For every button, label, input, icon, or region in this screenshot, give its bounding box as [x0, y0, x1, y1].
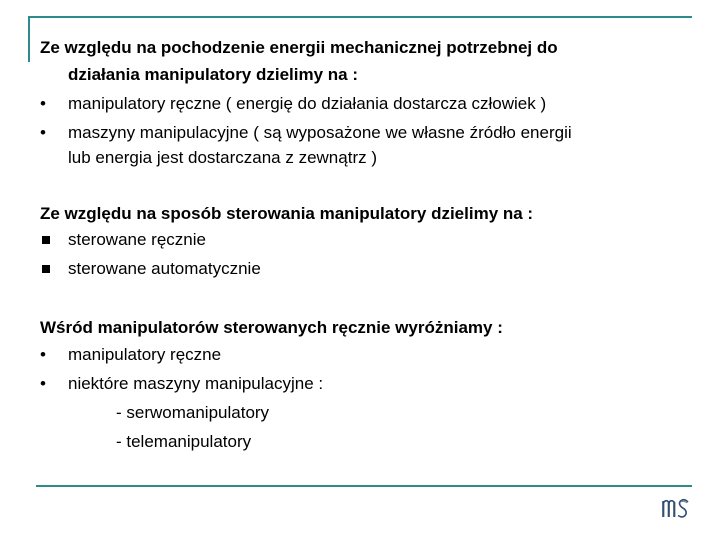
ms-logo-icon — [660, 490, 692, 522]
section3-subitem-2-text: - telemanipulatory — [116, 432, 252, 451]
frame-bottom-line — [36, 485, 692, 487]
section3-item-1-text: manipulatory ręczne — [68, 345, 222, 364]
section2-item-2-text: sterowane automatycznie — [68, 259, 261, 278]
section1-item-1-text: manipulatory ręczne ( energię do działania dostarcza człowiek ) — [68, 94, 547, 113]
frame-left-line — [28, 16, 30, 62]
section2-item-1-text: sterowane ręcznie — [68, 230, 206, 249]
frame-top-line — [28, 16, 692, 18]
section1-heading-line1: Ze względu na pochodzenie energii mechanicznej potrzebnej do — [40, 38, 558, 57]
bullet-dot-icon: • — [40, 345, 46, 364]
bullet-dot-icon: • — [40, 123, 46, 142]
section2-heading: Ze względu na sposób sterowania manipulatory dzielimy na : — [40, 204, 534, 223]
bullet-dot-icon: • — [40, 94, 46, 113]
section3-item-2-text: niektóre maszyny manipulacyjne : — [68, 374, 324, 393]
square-bullet-icon — [42, 236, 50, 244]
section1-item-2-text: maszyny manipulacyjne ( są wyposażone we własne źródło energii — [68, 123, 572, 142]
section3-subitem-1-text: - serwomanipulatory — [116, 403, 270, 422]
section1-item-2-continuation-text: lub energia jest dostarczana z zewnątrz ) — [68, 148, 377, 167]
square-bullet-icon — [42, 265, 50, 273]
section3-heading: Wśród manipulatorów sterowanych ręcznie wyróżniamy : — [40, 318, 503, 337]
section1-heading-line2: działania manipulatory dzielimy na : — [68, 65, 359, 84]
bullet-dot-icon: • — [40, 374, 46, 393]
